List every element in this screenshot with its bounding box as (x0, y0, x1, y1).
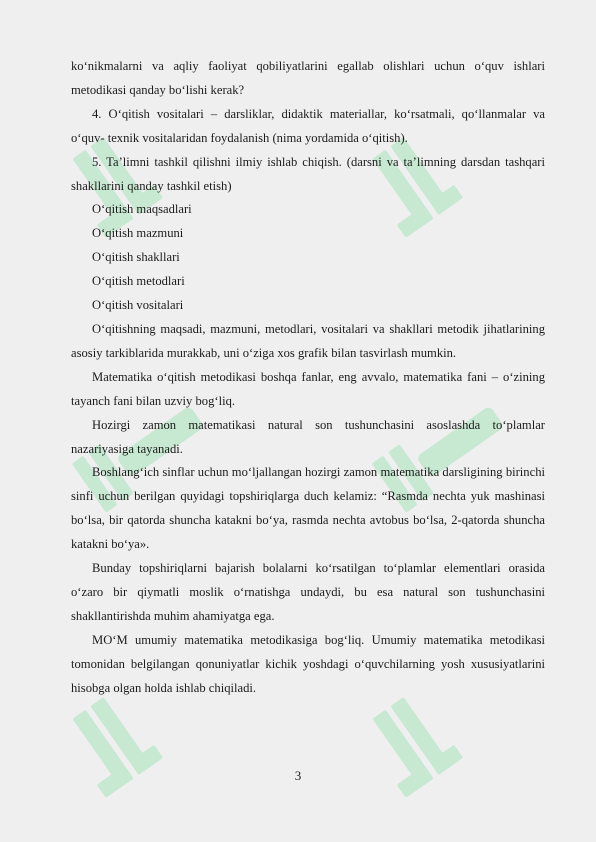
list-item: O‘qitish metodlari (92, 274, 185, 289)
paragraph: O‘qitishning maqsadi, mazmuni, metodlari, vositalari va shakllari metodik jihatlarining asosiy tarkiblarida murakkab, uni o‘ziga xos grafik bilan tasvirlash mumkin. (71, 321, 545, 360)
list-item: O‘qitish maqsadlari (92, 202, 192, 217)
list-item: O‘qitish mazmuni (92, 226, 184, 241)
list-item: O‘qitish vositalari (92, 298, 184, 313)
page-number: 3 (294, 768, 302, 783)
paragraph: MO‘M umumiy matematika metodikasiga bog‘liq. Umumiy matematika metodikasi tomonidan belgilangan qonuniyatlar kichik yoshdagi o‘quvchilarning yosh xususiyatlarini hisobga olgan holda ishlab chiqiladi. (71, 632, 545, 695)
paragraph: Matematika o‘qitish metodikasi boshqa fanlar, eng avvalo, matematika fani – o‘zining tayanch fani bilan uzviy bog‘liq. (71, 369, 545, 408)
paragraph: ko‘nikmalarni va aqliy faoliyat qobiliyatlarini egallab olishlari uchun o‘quv ishlari metodikasi qanday bo‘lishi kerak? (71, 59, 545, 97)
paragraph: 4. O‘qitish vositalari – darsliklar, didaktik materiallar, ko‘rsatmali, qo‘llanmalar va o‘quv- texnik vositalaridan foydalanish (nima yordamida o‘qitish). (71, 106, 545, 145)
watermark-logo (360, 690, 470, 810)
paragraph: Boshlang‘ich sinflar uchun mo‘ljallangan hozirgi zamon matematika darsligining birinchi sinfi uchun berilgan quyidagi topshiriqlarga duch kelamiz: “Rasmda nechta yuk mashinasi bo‘lsa, bir qatorda shuncha katakni bo‘ya, rasmda nechta avtobus bo‘lsa, 2-qatorda shuncha katakni bo‘ya». (71, 465, 545, 552)
paragraph: Hozirgi zamon matematikasi natural son tushunchasini asoslashda to‘plamlar nazariyasiga tayanadi. (71, 417, 545, 456)
body-text (71, 55, 545, 700)
paragraph: 5. Ta’limni tashkil qilishni ilmiy ishlab chiqish. (darsni va ta’limning darsdan tashqari shakllarini qanday tashkil etish) (71, 154, 545, 193)
list-item: O‘qitish shakllari (92, 250, 180, 265)
watermark-logo (60, 690, 170, 810)
paragraph: Bunday topshiriqlarni bajarish bolalarni ko‘rsatilgan to‘plamlar elementlari orasida o‘zaro bir qiymatli moslik o‘rnatishga undaydi, bu esa natural son tushunchasini shakllantirishda muhim ahamiyatga ega. (71, 561, 545, 623)
